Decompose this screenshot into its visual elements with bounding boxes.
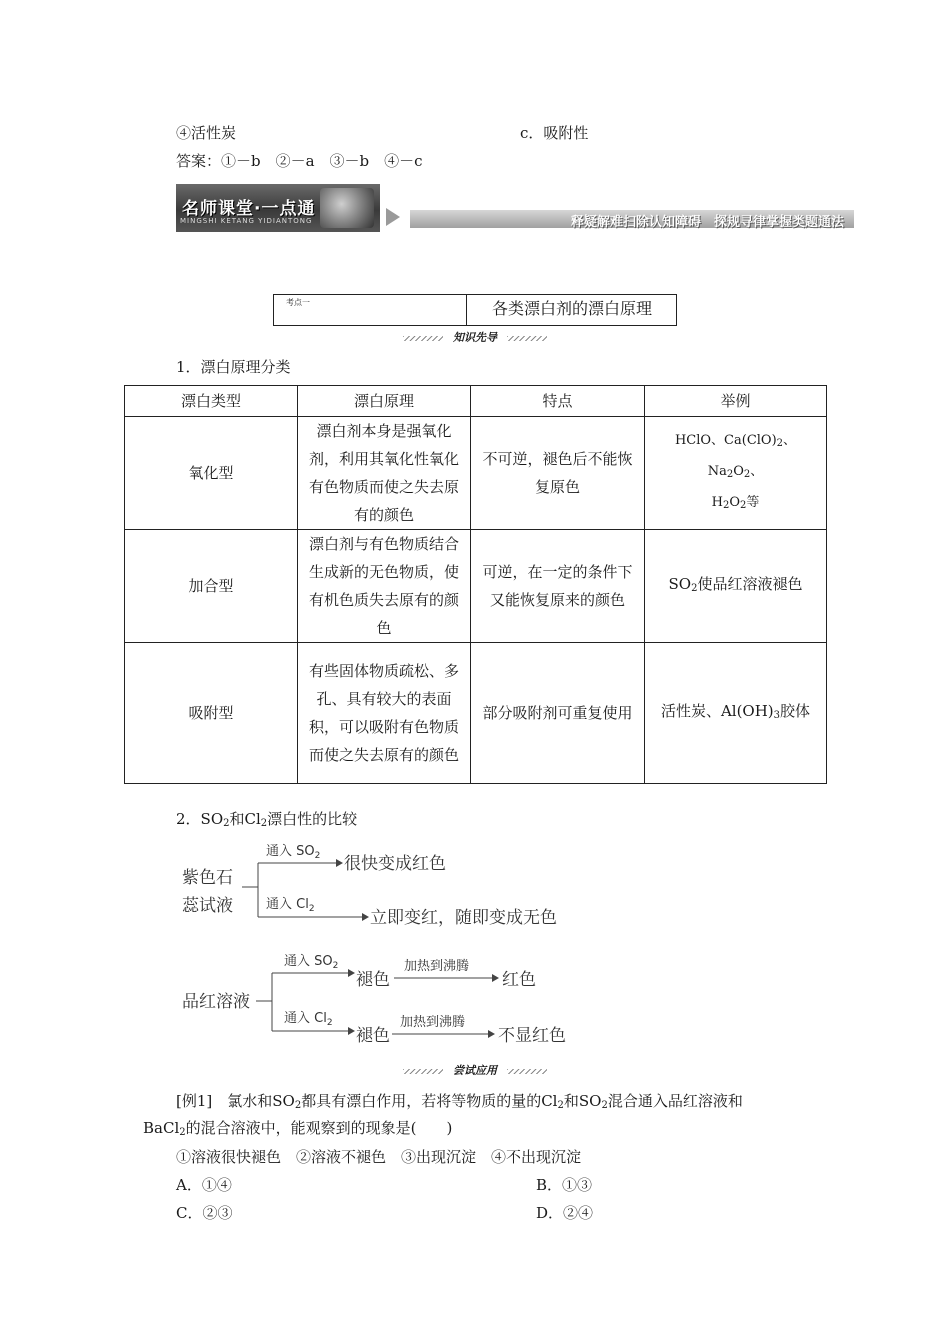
label-heat: 加热到沸腾 bbox=[404, 959, 470, 974]
cell-type: 加合型 bbox=[125, 530, 298, 643]
header-principle: 漂白原理 bbox=[298, 386, 471, 417]
option-a: A．①④ bbox=[176, 1176, 232, 1194]
cell-example: HClO、$Ca(ClO)_2$、$Na_2O_2$、 $H_2O_2$等 bbox=[645, 417, 827, 530]
cell-principle: 有些固体物质疏松、多孔、具有较大的表面积，可以吸附有色物质而使之失去原有的颜色 bbox=[298, 643, 471, 784]
table-row bbox=[125, 530, 827, 643]
cell-feature: 部分吸附剂可重复使用 bbox=[471, 643, 645, 784]
label-so2-in: 通入 $SO_2$ bbox=[284, 954, 339, 971]
cell-example: $SO_2$使品红溶液褪色 bbox=[645, 530, 827, 643]
litmus-cl2-result: 立即变红，随即变成无色 bbox=[370, 908, 557, 928]
key-point-label: 考点一 bbox=[286, 298, 310, 307]
pinhong-label: 品红溶液 bbox=[182, 992, 250, 1012]
table-header-row bbox=[125, 386, 827, 417]
divider-knowledge bbox=[275, 331, 675, 345]
section-2-heading: 2．$SO_2$和$Cl_2$漂白性的比较 bbox=[176, 810, 358, 829]
banner-title: 名师课堂·一点通 bbox=[182, 199, 316, 219]
cell-feature: 可逆，在一定的条件下又能恢复原来的颜色 bbox=[471, 530, 645, 643]
banner-slogan-bar bbox=[410, 210, 854, 228]
so2-cl2-comparison-diagram bbox=[176, 835, 596, 1055]
option-c: C．②③ bbox=[176, 1204, 233, 1222]
cell-type: 氧化型 bbox=[125, 417, 298, 530]
item-c-adsorption: c．吸附性 bbox=[520, 124, 589, 142]
example-1-line2: BaCl$_2$的混合溶液中，能观察到的现象是( ) bbox=[143, 1119, 453, 1138]
header-type: 漂白类型 bbox=[125, 386, 298, 417]
arrow-head bbox=[362, 913, 369, 921]
banner-slogan: 释疑解难扫除认知障碍 探规寻律掌握类题通法 bbox=[570, 215, 844, 230]
pinhong-so2-result: 红色 bbox=[502, 970, 536, 990]
play-arrow-icon bbox=[386, 208, 400, 226]
option-b: B．①③ bbox=[536, 1176, 593, 1194]
header-example: 举例 bbox=[645, 386, 827, 417]
header-feature: 特点 bbox=[471, 386, 645, 417]
label-heat: 加热到沸腾 bbox=[400, 1015, 466, 1030]
key-point-title: 各类漂白剂的漂白原理 bbox=[466, 295, 677, 325]
banner-logo bbox=[176, 184, 380, 232]
item-4-activated-carbon: ④活性炭 bbox=[176, 124, 237, 142]
table-row bbox=[125, 417, 827, 530]
section-1-heading: 1．漂白原理分类 bbox=[176, 358, 291, 376]
label-cl2-in: 通入 $Cl_2$ bbox=[266, 897, 315, 914]
table-row bbox=[125, 643, 827, 784]
divider-practice-label: 尝试应用 bbox=[453, 1064, 497, 1077]
key-point-box bbox=[273, 294, 677, 326]
cell-example: 活性炭、$Al(OH)_3$胶体 bbox=[645, 643, 827, 784]
litmus-label-line2: 蕊试液 bbox=[182, 896, 233, 916]
example-1-line1: [例1] 氯水和$SO_2$都具有漂白作用，若将等物质的量的$Cl_2$和$SO_2$混合通入品红溶液和 bbox=[176, 1092, 743, 1111]
cell-principle: 漂白剂本身是强氧化剂，利用其氧化性氧化有色物质而使之失去原有的颜色 bbox=[298, 417, 471, 530]
answer-line: 答案：①－b ②－a ③－b ④－c bbox=[176, 152, 423, 170]
arrow-head bbox=[348, 969, 355, 977]
divider-practice bbox=[275, 1064, 675, 1078]
pinhong-cl2-fade: 褪色 bbox=[356, 1026, 390, 1046]
example-1-phenomena: ①溶液很快褪色 ②溶液不褪色 ③出现沉淀 ④不出现沉淀 bbox=[176, 1148, 582, 1166]
banner-photo bbox=[320, 188, 374, 228]
arrow-head bbox=[492, 974, 499, 982]
cell-feature: 不可逆，褪色后不能恢复原色 bbox=[471, 417, 645, 530]
cell-type: 吸附型 bbox=[125, 643, 298, 784]
pinhong-so2-fade: 褪色 bbox=[356, 970, 390, 990]
litmus-so2-result: 很快变成红色 bbox=[344, 854, 446, 874]
cell-principle: 漂白剂与有色物质结合生成新的无色物质，使有机色质失去原有的颜色 bbox=[298, 530, 471, 643]
pinhong-cl2-result: 不显红色 bbox=[498, 1026, 566, 1046]
litmus-label-line1: 紫色石 bbox=[182, 868, 233, 888]
arrow-head bbox=[336, 859, 343, 867]
section-banner bbox=[176, 184, 854, 232]
option-d: D．②④ bbox=[536, 1204, 594, 1222]
divider-knowledge-label: 知识先导 bbox=[453, 331, 497, 344]
arrow-head bbox=[348, 1027, 355, 1035]
label-so2-in: 通入 $SO_2$ bbox=[266, 844, 321, 861]
arrow-head bbox=[488, 1030, 495, 1038]
banner-pinyin: MINGSHI KETANG YIDIANTONG bbox=[180, 217, 313, 225]
bleach-principle-table bbox=[124, 385, 827, 784]
label-cl2-in: 通入 $Cl_2$ bbox=[284, 1011, 333, 1028]
